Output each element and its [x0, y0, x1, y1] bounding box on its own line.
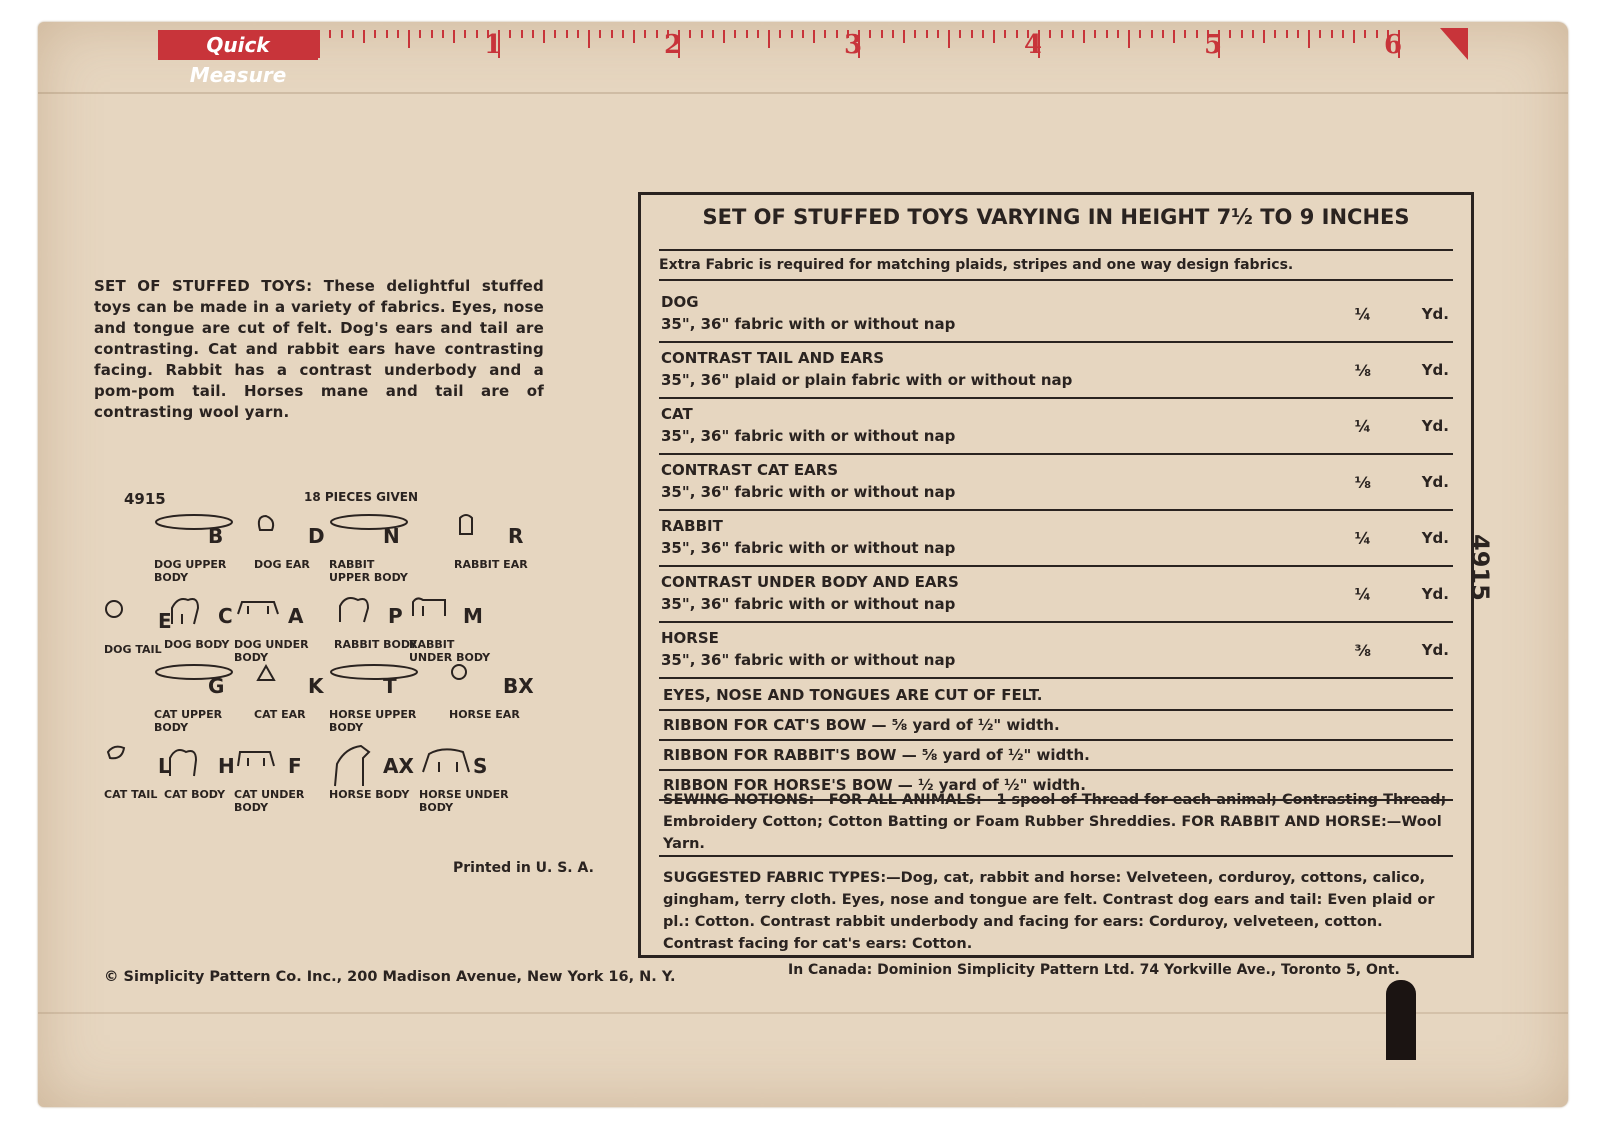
side-pattern-number: 4915 — [1466, 534, 1494, 601]
pattern-piece-label: RABBIT UPPER BODY — [329, 558, 408, 584]
ruler-tick — [746, 30, 748, 38]
requirement-desc: 35", 36" fabric with or without nap — [661, 483, 956, 501]
pattern-piece-letter: K — [308, 674, 324, 698]
note-line: RIBBON FOR HORSE'S BOW — ½ yard of ½" width. — [659, 771, 1453, 801]
copyright-line: © Simplicity Pattern Co. Inc., 200 Madison Avenue, New York 16, N. Y. — [104, 969, 676, 985]
ruler-tick — [363, 30, 365, 43]
requirement-amount: ¼ — [1354, 585, 1371, 604]
requirement-unit: Yd. — [1421, 529, 1449, 547]
ruler-tick — [566, 30, 568, 38]
pattern-piece-letter: AX — [383, 754, 414, 778]
ruler-number: 5 — [1204, 30, 1223, 60]
box-note: Extra Fabric is required for matching plaids, stripes and one way design fabrics. — [659, 249, 1453, 281]
pattern-piece-letter: L — [158, 754, 171, 778]
requirement-name: HORSE — [661, 629, 719, 647]
fold-crease — [38, 1012, 1568, 1014]
requirement-row — [659, 401, 1453, 455]
sewing-notions-text: SEWING NOTIONS:—FOR ALL ANIMALS:—1 spool of Thread for each animal; Contrasting Thread; Embroidery Cotton; Cotton Batting or Foam Rubber Shreddies. FOR RABBIT AND HORSE:—Wool Yarn. — [663, 792, 1447, 852]
ruler-tick — [937, 30, 939, 38]
pattern-piece — [449, 662, 539, 721]
requirement-name: DOG — [661, 293, 699, 311]
pattern-piece-label: DOG TAIL — [104, 643, 162, 656]
pattern-piece-letter: R — [508, 524, 524, 548]
ruler-tick — [1286, 30, 1288, 38]
pattern-piece-label: CAT BODY — [164, 788, 226, 801]
requirement-amount: ¼ — [1354, 417, 1371, 436]
ruler-scale — [318, 30, 1448, 62]
ruler-tick — [824, 30, 826, 38]
ruler-tick — [509, 30, 511, 38]
pattern-piece — [409, 592, 499, 664]
requirement-unit: Yd. — [1421, 473, 1449, 491]
ruler-tick — [1049, 30, 1051, 38]
ruler-tick — [329, 30, 331, 38]
pattern-piece-label: HORSE UPPER BODY — [329, 708, 417, 734]
ruler-tick — [1139, 30, 1141, 38]
pattern-piece — [234, 742, 324, 814]
ruler-tick — [813, 30, 815, 43]
requirement-desc: 35", 36" plaid or plain fabric with or without nap — [661, 371, 1073, 389]
ruler-tick — [554, 30, 556, 38]
description-text: These delightful stuffed toys can be made in a variety of fabrics. Eyes, nose and tongue are cut of felt. Dog's ears and tail are contrasting. Cat and rabbit ears have contrasting facing. Rabbit has a contrast underbody and a pom-pom tail. Horses mane and tail are of contrasting wool yarn. — [94, 277, 544, 421]
requirement-unit: Yd. — [1421, 361, 1449, 379]
pattern-pieces-diagram — [94, 462, 594, 902]
ruler-tick — [1128, 30, 1130, 48]
requirement-amount: ⅛ — [1354, 361, 1371, 380]
ruler-tick — [521, 30, 523, 38]
ruler-tick — [408, 30, 410, 48]
pattern-piece-shape-icon — [419, 742, 509, 788]
requirement-amount: ⅜ — [1354, 641, 1371, 660]
pattern-piece-label: RABBIT BODY — [334, 638, 418, 651]
ruler-tick — [318, 30, 320, 58]
ruler-tick — [768, 30, 770, 48]
requirement-amount: ⅛ — [1354, 473, 1371, 492]
pattern-envelope-back — [38, 22, 1568, 1107]
ruler-number: 3 — [844, 30, 863, 60]
ruler-tick — [341, 30, 343, 38]
suggested-fabrics — [659, 867, 1453, 955]
pieces-given: 18 PIECES GIVEN — [304, 490, 418, 504]
canada-line: In Canada: Dominion Simplicity Pattern Ltd. 74 Yorkville Ave., Toronto 5, Ont. — [788, 962, 1400, 978]
ruler-tick — [982, 30, 984, 38]
ruler-tick — [1241, 30, 1243, 38]
pattern-piece-letter: C — [218, 604, 233, 628]
pattern-piece-letter: F — [288, 754, 302, 778]
ruler-tick — [464, 30, 466, 38]
product-description — [94, 276, 544, 423]
pattern-piece-letter: N — [383, 524, 400, 548]
suggested-fabrics-text: SUGGESTED FABRIC TYPES:—Dog, cat, rabbit and horse: Velveteen, corduroy, cottons, calico, gingham, terry cloth. Eyes, nose and tongue are felt. Contrast dog ears and tail: Even plaid or pl.: Cotton. Contrast rabbit underbody and facing for ears: Corduroy, velveteen, cotton. Contrast facing for cat's ears: Cotton. — [663, 870, 1435, 952]
pattern-piece — [329, 512, 419, 584]
requirement-row — [659, 289, 1453, 343]
pattern-piece-label: DOG UPPER BODY — [154, 558, 227, 584]
ruler-tick — [1004, 30, 1006, 38]
requirement-row — [659, 345, 1453, 399]
pattern-piece-letter: S — [473, 754, 488, 778]
ruler-tick — [1016, 30, 1018, 38]
ruler-tick — [1196, 30, 1198, 38]
ruler-tick — [476, 30, 478, 38]
ruler-tick — [791, 30, 793, 38]
ruler-tick — [914, 30, 916, 38]
ruler-tick — [1297, 30, 1299, 38]
sewing-notions — [659, 789, 1453, 857]
ruler-tick — [1184, 30, 1186, 38]
pattern-piece-label: DOG BODY — [164, 638, 230, 651]
ruler-tick — [1274, 30, 1276, 38]
pattern-piece — [234, 592, 324, 664]
requirement-row — [659, 457, 1453, 511]
ruler-tick — [1376, 30, 1378, 38]
pattern-piece-letter: E — [158, 609, 172, 633]
pattern-piece-shape-icon — [234, 742, 324, 788]
requirement-unit: Yd. — [1421, 641, 1449, 659]
ruler-tick — [1061, 30, 1063, 38]
requirement-row — [659, 513, 1453, 567]
pattern-piece-label: HORSE EAR — [449, 708, 520, 721]
ruler-tag: Quick Measure — [158, 30, 318, 60]
requirement-unit: Yd. — [1421, 585, 1449, 603]
ruler-tick — [1106, 30, 1108, 38]
pattern-piece-label: CAT EAR — [254, 708, 306, 721]
fabric-requirements-box — [638, 192, 1474, 958]
pattern-number: 4915 — [124, 490, 166, 508]
fold-crease — [38, 92, 1568, 94]
box-title: SET OF STUFFED TOYS VARYING IN HEIGHT 7½ TO 9 INCHES — [702, 205, 1410, 229]
pattern-piece-label: RABBIT UNDER BODY — [409, 638, 491, 664]
ruler-tick — [1331, 30, 1333, 38]
ruler-tick — [1252, 30, 1254, 38]
ruler-tick — [374, 30, 376, 38]
ruler-tick — [1094, 30, 1096, 38]
requirement-desc: 35", 36" fabric with or without nap — [661, 651, 956, 669]
pattern-piece — [329, 662, 419, 734]
ruler-tick — [903, 30, 905, 43]
ruler-tick — [802, 30, 804, 38]
pattern-piece-letter: BX — [503, 674, 534, 698]
requirement-unit: Yd. — [1421, 417, 1449, 435]
requirement-desc: 35", 36" fabric with or without nap — [661, 595, 956, 613]
pattern-piece-letter: P — [388, 604, 403, 628]
quick-measure-ruler — [158, 28, 1468, 87]
description-lead: SET OF STUFFED TOYS: — [94, 277, 313, 295]
ruler-tick — [1151, 30, 1153, 38]
pattern-piece-letter: D — [308, 524, 325, 548]
ruler-tick — [869, 30, 871, 38]
ruler-tick — [712, 30, 714, 38]
pattern-piece-shape-icon — [329, 662, 419, 708]
pattern-piece-shape-icon — [154, 662, 244, 708]
ruler-tick — [431, 30, 433, 38]
ruler-tick — [734, 30, 736, 38]
requirement-amount: ¼ — [1354, 305, 1371, 324]
requirement-desc: 35", 36" fabric with or without nap — [661, 427, 956, 445]
printed-in: Printed in U. S. A. — [453, 860, 594, 876]
ruler-tick — [1353, 30, 1355, 43]
ruler-tick — [892, 30, 894, 38]
ruler-tick — [352, 30, 354, 38]
ruler-tick — [1319, 30, 1321, 38]
note-line: RIBBON FOR RABBIT'S BOW — ⅝ yard of ½" width. — [659, 741, 1453, 771]
ruler-tick — [971, 30, 973, 38]
ruler-tick — [689, 30, 691, 38]
ruler-number: 1 — [484, 30, 503, 60]
ruler-tick — [1072, 30, 1074, 38]
pattern-piece-shape-icon — [154, 512, 244, 558]
pattern-piece — [154, 512, 244, 584]
ruler-tick — [723, 30, 725, 43]
pattern-piece — [154, 662, 244, 734]
ruler-tick — [419, 30, 421, 38]
ruler-tick — [599, 30, 601, 38]
requirement-desc: 35", 36" fabric with or without nap — [661, 539, 956, 557]
pattern-piece — [329, 742, 419, 801]
ruler-tick — [948, 30, 950, 48]
note-line: RIBBON FOR CAT'S BOW — ⅝ yard of ½" width. — [659, 711, 1453, 741]
ruler-tick — [588, 30, 590, 48]
ruler-tick — [1083, 30, 1085, 43]
requirement-desc: 35", 36" fabric with or without nap — [661, 315, 956, 333]
ruler-tick — [701, 30, 703, 38]
requirement-unit: Yd. — [1421, 305, 1449, 323]
ruler-number: 2 — [664, 30, 683, 60]
ruler-tick — [442, 30, 444, 38]
ruler-tick — [1342, 30, 1344, 38]
requirement-row — [659, 625, 1453, 679]
ruler-tick — [993, 30, 995, 43]
ruler-tick — [1173, 30, 1175, 43]
ruler-tick — [959, 30, 961, 38]
ruler-tick — [1308, 30, 1310, 48]
pattern-piece-letter: A — [288, 604, 304, 628]
pattern-piece — [419, 742, 509, 814]
ruler-tick — [656, 30, 658, 38]
pattern-piece-label: HORSE UNDER BODY — [419, 788, 509, 814]
requirement-name: CONTRAST UNDER BODY AND EARS — [661, 573, 959, 591]
pattern-piece-label: CAT UPPER BODY — [154, 708, 223, 734]
ruler-number: 6 — [1384, 30, 1403, 60]
pattern-piece-letter: G — [208, 674, 225, 698]
pattern-piece-letter: B — [208, 524, 224, 548]
ruler-tick — [577, 30, 579, 38]
pattern-piece-label: DOG EAR — [254, 558, 310, 571]
ruler-tick — [1263, 30, 1265, 43]
requirement-name: CAT — [661, 405, 693, 423]
ruler-tick — [757, 30, 759, 38]
pattern-piece-letter: M — [463, 604, 483, 628]
ruler-tick — [1117, 30, 1119, 38]
ruler-tick — [532, 30, 534, 38]
pattern-piece-label: RABBIT EAR — [454, 558, 528, 571]
requirement-name: CONTRAST CAT EARS — [661, 461, 839, 479]
ruler-tick — [453, 30, 455, 43]
ruler-tick — [1229, 30, 1231, 38]
pattern-piece-letter: T — [383, 674, 397, 698]
pattern-piece-label: CAT TAIL — [104, 788, 158, 801]
ruler-tick — [611, 30, 613, 38]
ruler-tick — [386, 30, 388, 38]
ruler-tick — [633, 30, 635, 43]
ruler-tick — [397, 30, 399, 38]
requirement-amount: ¼ — [1354, 529, 1371, 548]
pattern-piece-letter: H — [218, 754, 235, 778]
ruler-tick — [881, 30, 883, 38]
pattern-piece-shape-icon — [409, 592, 499, 638]
pattern-piece-shape-icon — [329, 512, 419, 558]
pattern-piece — [454, 512, 544, 571]
note-line: EYES, NOSE AND TONGUES ARE CUT OF FELT. — [659, 681, 1453, 711]
pattern-piece-shape-icon — [454, 512, 544, 558]
ruler-tick — [1364, 30, 1366, 38]
requirement-row — [659, 569, 1453, 623]
ruler-tick — [926, 30, 928, 38]
requirement-name: CONTRAST TAIL AND EARS — [661, 349, 885, 367]
pattern-piece-label: DOG UNDER BODY — [234, 638, 309, 664]
ruler-tick — [1162, 30, 1164, 38]
ruler-tick — [836, 30, 838, 38]
requirement-name: RABBIT — [661, 517, 723, 535]
ruler-arrow-icon — [1440, 28, 1468, 60]
ruler-number: 4 — [1024, 30, 1043, 60]
ruler-tick — [779, 30, 781, 38]
ruler-tick — [644, 30, 646, 38]
ruler-tick — [543, 30, 545, 43]
pattern-piece-label: HORSE BODY — [329, 788, 410, 801]
pattern-piece-shape-icon — [234, 592, 324, 638]
ruler-tick — [622, 30, 624, 38]
pattern-piece-label: CAT UNDER BODY — [234, 788, 305, 814]
envelope-tab-mark — [1386, 980, 1416, 1060]
